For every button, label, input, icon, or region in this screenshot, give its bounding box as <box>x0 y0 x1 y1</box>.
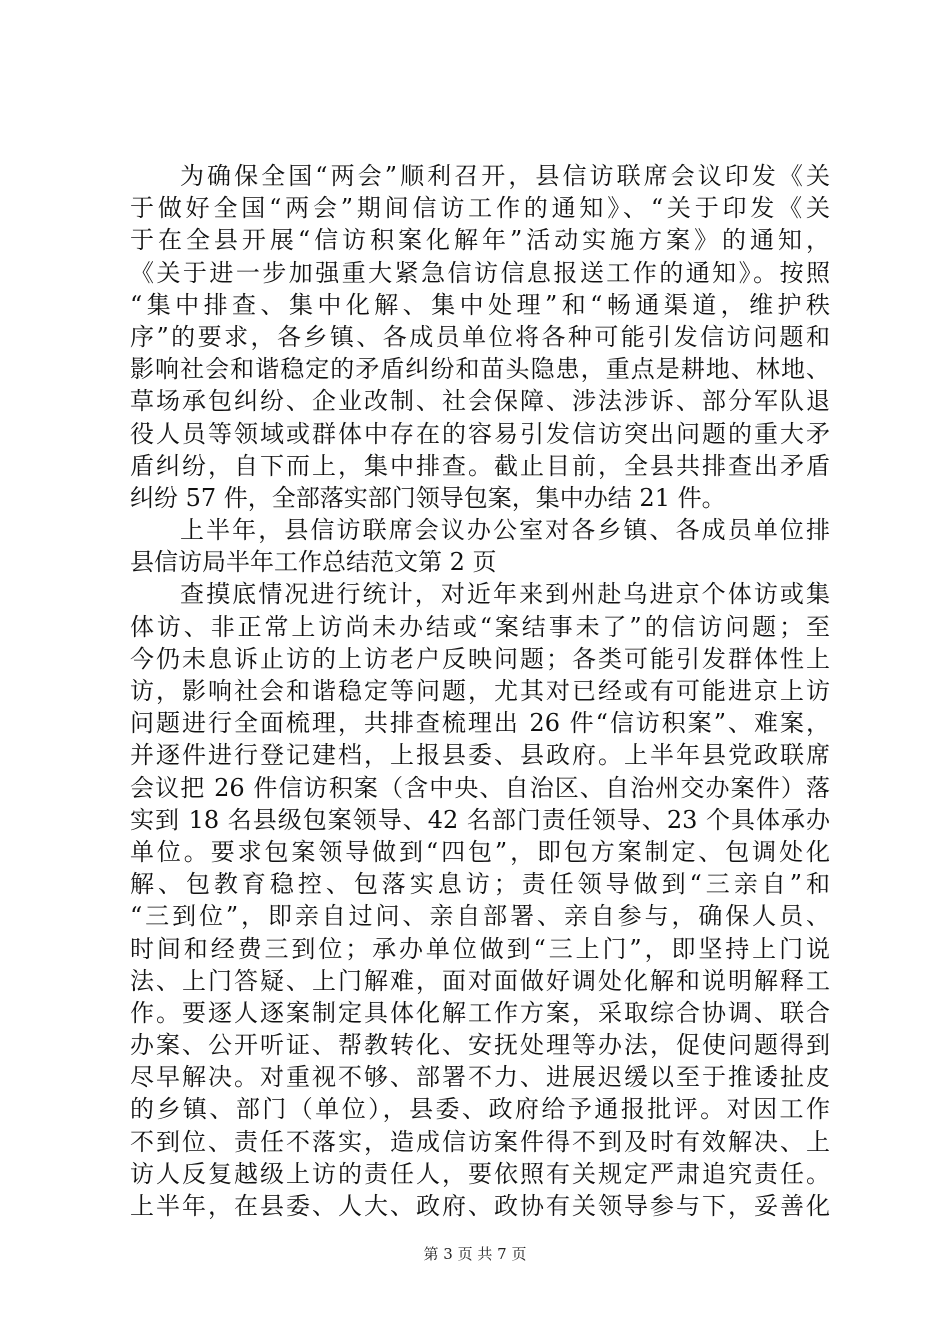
text-line: 查摸底情况进行统计，对近年来到州赴乌进京个体访或集 <box>180 580 830 609</box>
text-line: 解、包教育稳控、包落实息访；责任领导做到“三亲自”和 <box>130 870 830 899</box>
text-line: 尽早解决。对重视不够、部署不力、进展迟缓以至于推诿扯皮 <box>130 1063 830 1092</box>
text-line: 访人反复越级上访的责任人，要依照有关规定严肃追究责任。 <box>130 1159 830 1188</box>
text-line: 纠纷 57 件，全部落实部门领导包案，集中办结 21 件。 <box>130 483 726 512</box>
text-line: 不到位、责任不落实，造成信访案件得不到及时有效解决、上 <box>130 1127 830 1156</box>
text-line: 问题进行全面梳理，共排查梳理出 26 件“信访积案”、难案， <box>130 709 830 738</box>
text-line: 体访、非正常上访尚未办结或“案结事未了”的信访问题；至 <box>130 612 830 641</box>
text-line: 今仍未息诉止访的上访老户反映问题；各类可能引发群体性上 <box>130 644 830 673</box>
text-line: 办案、公开听证、帮教转化、安抚处理等办法，促使问题得到 <box>130 1031 830 1060</box>
text-line: 并逐件进行登记建档，上报县委、县政府。上半年县党政联席 <box>130 741 830 770</box>
body-text <box>130 160 830 1222</box>
text-line: 访，影响社会和谐稳定等问题，尤其对已经或有可能进京上访 <box>130 677 830 705</box>
text-line: “集中排查、集中化解、集中处理”和“畅通渠道，维护秩 <box>130 290 830 319</box>
text-line: 会议把 26 件信访积案（含中央、自治区、自治州交办案件）落 <box>130 773 830 802</box>
text-line: 于在全县开展“信访积案化解年”活动实施方案》的通知， <box>130 226 830 255</box>
text-line: 单位。要求包案领导做到“四包”，即包方案制定、包调处化 <box>130 837 830 866</box>
page-number-footer: 第 3 页 共 7 页 <box>423 1245 527 1263</box>
text-line: 为确保全国“两会”顺利召开，县信访联席会议印发《关 <box>180 162 830 190</box>
text-line: “三到位”，即亲自过问、亲自部署、亲自参与，确保人员、 <box>130 902 830 931</box>
text-line: 上半年，在县委、人大、政府、政协有关领导参与下，妥善化 <box>130 1192 830 1220</box>
text-line: 实到 18 名县级包案领导、42 名部门责任领导、23 个具体承办 <box>130 805 830 834</box>
text-line: 法、上门答疑、上门解难，面对面做好调处化解和说明解释工 <box>130 966 830 995</box>
text-line: 《关于进一步加强重大紧急信访信息报送工作的通知》。按照 <box>130 258 830 287</box>
text-line: 盾纠纷，自下而上，集中排查。截止目前，全县共排查出矛盾 <box>130 451 830 480</box>
text-line: 于做好全国“两会”期间信访工作的通知》、“关于印发《关 <box>130 194 830 223</box>
text-line: 时间和经费三到位；承办单位做到“三上门”，即坚持上门说 <box>130 934 830 963</box>
text-line: 上半年，县信访联席会议办公室对各乡镇、各成员单位排 <box>180 516 830 545</box>
text-line: 序”的要求，各乡镇、各成员单位将各种可能引发信访问题和 <box>130 322 830 351</box>
text-line: 影响社会和谐稳定的矛盾纠纷和苗头隐患，重点是耕地、林地、 <box>130 355 830 384</box>
text-line: 役人员等领域或群体中存在的容易引发信访突出问题的重大矛 <box>130 419 830 448</box>
text-line: 作。要逐人逐案制定具体化解工作方案，采取综合协调、联合 <box>130 998 830 1027</box>
page-header-line: 县信访局半年工作总结范文第 2 页 <box>130 548 497 577</box>
text-line: 草场承包纠纷、企业改制、社会保障、涉法涉诉、部分军队退 <box>130 387 830 416</box>
text-line: 的乡镇、部门（单位），县委、政府给予通报批评。对因工作 <box>130 1095 830 1124</box>
